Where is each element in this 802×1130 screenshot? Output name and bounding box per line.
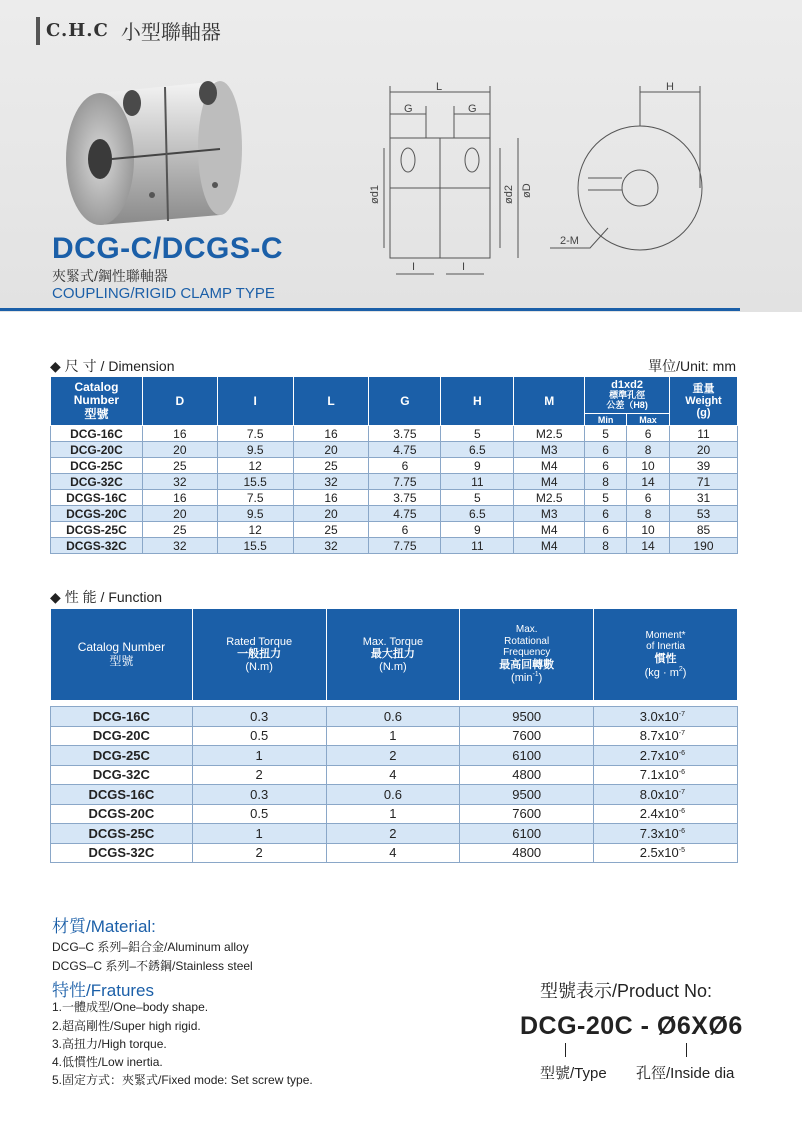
table-cell: 25 [293,522,369,538]
table-cell: 9 [441,458,514,474]
table-cell: 16 [142,490,217,506]
dimension-heading-text: 尺 寸 / Dimension [64,358,175,374]
front-view-circle [578,126,702,250]
catalog-cell: DCG-20C [51,726,193,746]
label-M: 2-M [560,235,579,247]
table-cell: 6.5 [441,506,514,522]
catalog-cell: DCG-32C [51,474,143,490]
bore-hole [88,139,112,179]
table-cell: 4800 [460,765,594,785]
table-cell: 6 [585,522,627,538]
table-cell: 6100 [460,824,594,844]
table-cell: 0.3 [192,707,326,727]
table-cell: 25 [142,522,217,538]
table-cell: 8 [585,474,627,490]
table-cell: 20 [670,442,738,458]
table-row [51,726,738,746]
table-cell: 7.75 [369,474,441,490]
inertia-cell [594,804,738,824]
table-cell: 190 [670,538,738,554]
model-subtitle-cn: 夾緊式/鋼性聯軸器 [52,268,168,284]
catalog-cell: DCGS-20C [51,804,193,824]
inertia-exponent: -7 [678,788,685,796]
inertia-cell [594,785,738,805]
table-cell: 71 [670,474,738,490]
col-min: Min [585,414,627,426]
feature-line: 2.超高剛性/Super high rigid. [52,1019,201,1033]
table-cell: 4.75 [369,442,441,458]
catalog-cell: DCGS-25C [51,824,193,844]
inertia-value: 8.0x10 [639,786,679,802]
feature-line: 1.一體成型/One–body shape. [52,1000,209,1014]
inertia-exponent: -6 [678,749,685,757]
col-max-frequency: Max. Rotational Frequency 最高回轉數 $(\min^{-1})$ [460,609,594,701]
table-row [51,707,738,727]
table-cell: 6 [585,458,627,474]
table-cell: 16 [293,490,369,506]
table-cell: 1 [192,824,326,844]
table-row [51,474,738,490]
dimension-table [50,376,738,554]
table-cell: 7600 [460,804,594,824]
table-cell: 12 [217,458,293,474]
table-cell: 39 [670,458,738,474]
function-heading [50,587,162,607]
product-no-type-label: 型號/Type [540,1065,607,1082]
diamond-icon: ◆ [50,588,61,605]
label-d1: ød1 [369,185,381,204]
col-G: G [369,377,441,426]
feature-line: 4.低慣性/Low inertia. [52,1055,163,1069]
table-cell: 8 [585,538,627,554]
table-cell: 32 [142,474,217,490]
table-cell: 6100 [460,746,594,766]
hero-banner [0,0,802,312]
table-cell: 1 [192,746,326,766]
table-cell: 32 [142,538,217,554]
col-catalog-number: Catalog Number 型號 [51,609,193,701]
table-row [51,785,738,805]
table-cell: 1 [326,804,460,824]
brand [36,16,221,45]
coupling-product-image [60,75,250,230]
table-cell: 4 [326,843,460,863]
label-I-right: I [462,261,466,273]
table-row [51,442,738,458]
label-d2: ød2 [503,185,515,204]
table-cell: 20 [293,506,369,522]
table-cell: 11 [441,474,514,490]
function-heading-text: 性 能 / Function [64,589,163,605]
table-cell: 31 [670,490,738,506]
table-row [51,765,738,785]
table-cell: 12 [217,522,293,538]
inertia-value: 7.3x10 [639,825,679,841]
material-heading: 材質/Material: [52,917,156,936]
table-cell: 25 [293,458,369,474]
col-M: M [514,377,585,426]
screw-hole-right [199,81,217,105]
dimension-heading [50,356,174,376]
brand-logo: C.H.C [46,20,109,41]
table-cell: 20 [293,442,369,458]
col-H: H [441,377,514,426]
brand-bar [36,17,40,45]
inertia-cell [594,765,738,785]
product-no-heading: 型號表示/Product No: [540,981,713,1001]
label-I-left: I [412,261,416,273]
inertia-exponent: -6 [678,827,685,835]
table-cell: 0.3 [192,785,326,805]
inertia-cell [594,707,738,727]
col-L: L [293,377,369,426]
table-cell: 7.5 [217,426,293,442]
model-title: DCG-C/DCGS-C [52,232,283,265]
table-cell: M4 [514,538,585,554]
table-cell: 2 [192,843,326,863]
table-cell: M2.5 [514,490,585,506]
table-cell: 8 [627,506,670,522]
label-G-right: G [468,103,477,115]
table-cell: 7.75 [369,538,441,554]
table-cell: 3.75 [369,426,441,442]
table-row [51,522,738,538]
table-cell: 53 [670,506,738,522]
inertia-value: 2.4x10 [639,806,679,822]
model-subtitle-en: COUPLING/RIGID CLAMP TYPE [52,285,275,302]
feature-line: 5.固定方式：夾緊式/Fixed mode: Set screw type. [52,1073,313,1087]
table-cell: 4.75 [369,506,441,522]
dia-indicator-line [686,1043,687,1057]
features-heading: 特性/Fratures [52,981,155,1000]
hero-divider [0,308,740,311]
catalog-cell: DCGS-25C [51,522,143,538]
table-cell: 0.5 [192,804,326,824]
table-cell: 6 [369,458,441,474]
inertia-value: 2.5x10 [639,845,679,861]
inertia-exponent: -5 [678,847,685,855]
table-cell: 6 [369,522,441,538]
table-cell: 6 [627,490,670,506]
table-cell: 0.5 [192,726,326,746]
table-cell: 1 [326,726,460,746]
table-cell: 25 [142,458,217,474]
inertia-value: 8.7x10 [639,728,679,744]
table-cell: 11 [670,426,738,442]
catalog-cell: DCGS-16C [51,490,143,506]
col-rated-torque: Rated Torque 一般扭力 (N.m) [192,609,326,701]
unit-label: 單位/Unit: mm [648,358,736,374]
table-cell: 2 [326,746,460,766]
catalog-cell: DCG-32C [51,765,193,785]
col-max-torque: Max. Torque 最大扭力 (N.m) [326,609,460,701]
technical-drawing [340,78,760,278]
col-I: I [217,377,293,426]
inertia-exponent: -7 [678,730,685,738]
table-row [51,426,738,442]
table-cell: 10 [627,522,670,538]
label-L: L [436,81,443,93]
col-bore: d1xd2 標準孔徑 公差（H8) [585,377,670,414]
table-cell: 7.5 [217,490,293,506]
catalog-cell: DCG-16C [51,707,193,727]
table-cell: 3.75 [369,490,441,506]
table-cell: 6 [627,426,670,442]
table-cell: M3 [514,442,585,458]
inertia-cell [594,726,738,746]
col-max: Max [627,414,670,426]
table-cell: 5 [585,490,627,506]
table-row [51,490,738,506]
table-cell: 6.5 [441,442,514,458]
table-cell: 85 [670,522,738,538]
table-cell: M4 [514,458,585,474]
catalog-cell: DCG-25C [51,458,143,474]
table-row [51,746,738,766]
col-moment-of-inertia: Moment* of Inertia 慣性 $(kg \cdot m^2)$ [594,609,738,701]
col-catalog: Catalog Number 型號 [51,377,143,426]
label-H: H [666,81,674,93]
screw-hole-left [123,90,141,116]
table-cell: 32 [293,538,369,554]
inertia-cell [594,746,738,766]
inertia-exponent: -7 [678,710,685,718]
material-line: DCG–C 系列–鋁合金/Aluminum alloy [52,940,249,954]
inertia-exponent: -6 [678,808,685,816]
table-cell: 0.6 [326,785,460,805]
feature-line: 3.高扭力/High torque. [52,1037,167,1051]
table-cell: 14 [627,538,670,554]
table-cell: 9.5 [217,506,293,522]
catalog-cell: DCG-25C [51,746,193,766]
table-row [51,538,738,554]
catalog-cell: DCGS-20C [51,506,143,522]
inertia-value: 3.0x10 [639,708,679,724]
table-cell: 4800 [460,843,594,863]
table-cell: 14 [627,474,670,490]
table-cell: 20 [142,442,217,458]
catalog-cell: DCGS-32C [51,538,143,554]
inertia-cell [594,843,738,863]
table-row [51,458,738,474]
table-cell: 4 [326,765,460,785]
table-cell: 15.5 [217,474,293,490]
type-indicator-line [565,1043,566,1057]
table-cell: 16 [142,426,217,442]
inertia-cell [594,824,738,844]
table-cell: 5 [441,490,514,506]
table-cell: M2.5 [514,426,585,442]
table-cell: 6 [585,442,627,458]
table-cell: 9500 [460,707,594,727]
table-cell: 20 [142,506,217,522]
material-line: DCGS–C 系列–不銹鋼/Stainless steel [52,959,253,973]
table-row [51,843,738,863]
table-cell: 0.6 [326,707,460,727]
table-row [51,804,738,824]
table-row [51,824,738,844]
label-G-left: G [404,103,413,115]
table-cell: 9500 [460,785,594,805]
table-cell: 11 [441,538,514,554]
brand-category: 小型聯軸器 [120,22,221,44]
inertia-exponent: -6 [678,769,685,777]
inertia-value: 7.1x10 [639,767,679,783]
product-no-dia-label: 孔徑/Inside dia [636,1065,735,1082]
table-cell: 32 [293,474,369,490]
set-screw-right [212,182,218,188]
inertia-value: 2.7x10 [639,747,679,763]
label-D: øD [521,183,533,198]
table-row [51,506,738,522]
catalog-cell: DCG-16C [51,426,143,442]
table-cell: 6 [585,506,627,522]
function-table [50,608,738,863]
catalog-cell: DCGS-16C [51,785,193,805]
table-cell: 2 [192,765,326,785]
product-no-code: DCG-20C - Ø6XØ6 [520,1012,743,1040]
table-cell: M4 [514,522,585,538]
diamond-icon: ◆ [50,357,61,374]
table-cell: 16 [293,426,369,442]
table-cell: 5 [585,426,627,442]
table-cell: 7600 [460,726,594,746]
table-cell: M3 [514,506,585,522]
table-cell: 10 [627,458,670,474]
table-cell: 9.5 [217,442,293,458]
catalog-cell: DCGS-32C [51,843,193,863]
table-cell: 15.5 [217,538,293,554]
table-cell: 8 [627,442,670,458]
table-cell: 2 [326,824,460,844]
table-cell: 9 [441,522,514,538]
table-cell: 5 [441,426,514,442]
set-screw-left [149,192,155,198]
catalog-cell: DCG-20C [51,442,143,458]
col-D: D [142,377,217,426]
table-cell: M4 [514,474,585,490]
col-weight: 重量 Weight (g) [670,377,738,426]
